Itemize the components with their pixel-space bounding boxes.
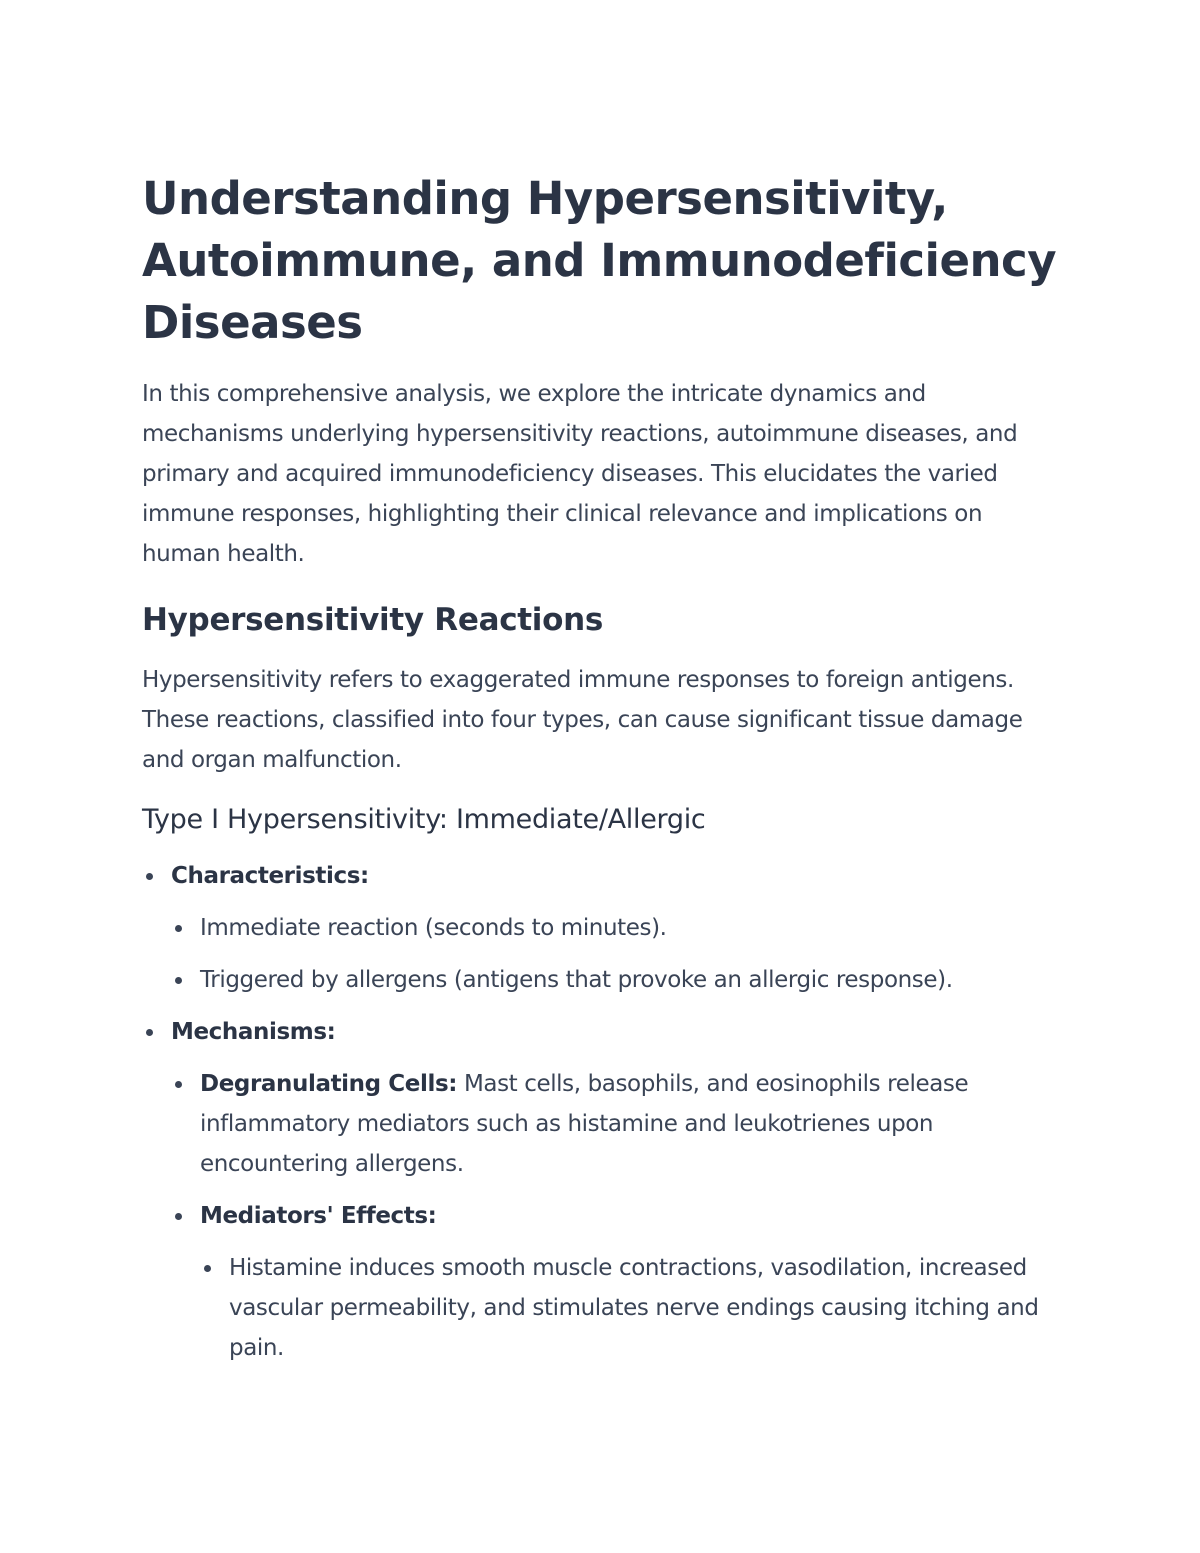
characteristics-list [171,908,1062,1000]
list-item-degranulating-cells [200,1064,1062,1184]
list-item: Histamine induces smooth muscle contractions, vasodilation, increased vascular permeability, and stimulates nerve endings causing itching and pain. [229,1248,1062,1368]
mechanisms-label: Mechanisms: [171,1019,336,1045]
section-paragraph: Hypersensitivity refers to exaggerated immune responses to foreign antigens. These reactions, classified into four types, can cause significant tissue damage and organ malfunction. [142,667,1023,773]
list-item: Immediate reaction (seconds to minutes). [200,908,1062,948]
list-item-mechanisms [171,1012,1062,1368]
list-item: Triggered by allergens (antigens that provoke an allergic response). [200,960,1062,1000]
list-item-characteristics [171,856,1062,1000]
degranulating-label: Degranulating Cells: [200,1071,458,1097]
document-page [142,168,1062,1380]
document-title: Understanding Hypersensitivity, Autoimmune, and Immunodeficiency Diseases [142,172,1057,349]
mechanisms-list [171,1064,1062,1368]
mediators-list [200,1248,1062,1368]
subsection-heading-type-1: Type I Hypersensitivity: Immediate/Allergic [142,804,706,835]
type1-list [142,856,1062,1368]
characteristics-label: Characteristics: [171,863,369,889]
section-heading-hypersensitivity: Hypersensitivity Reactions [142,602,604,638]
degranulating-text: Mast cells, basophils, and eosinophils release inflammatory mediators such as histamine and leukotrienes upon encountering allergens. [200,1071,969,1177]
intro-paragraph: In this comprehensive analysis, we explore the intricate dynamics and mechanisms underlying hypersensitivity reactions, autoimmune diseases, and primary and acquired immunodeficiency diseases. This elucidates the varied immune responses, highlighting their clinical relevance and implications on human health. [142,381,1018,567]
list-item-mediators-effects [200,1196,1062,1368]
mediators-label: Mediators' Effects: [200,1203,437,1229]
